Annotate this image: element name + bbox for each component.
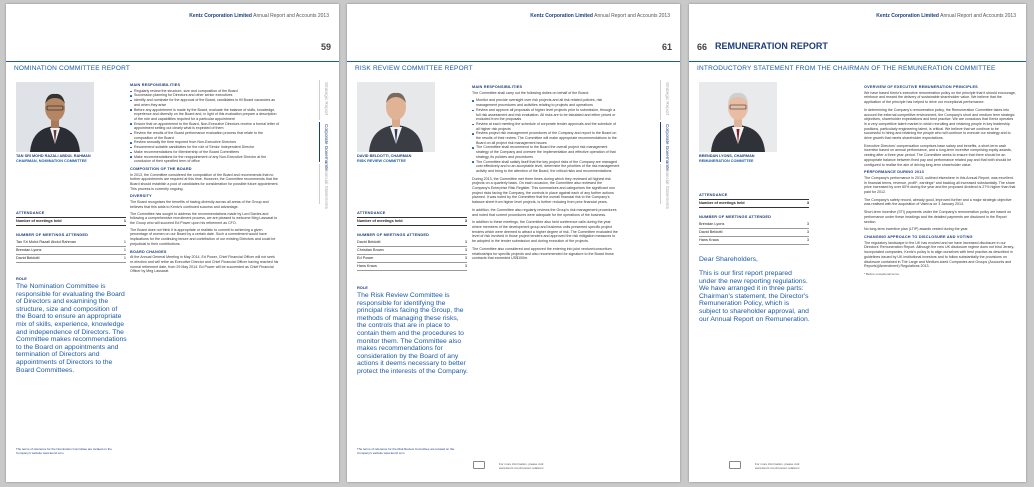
- responsibilities-list: Regularly review the structure, size and composition of the Board Succession planning for Directors and other senior executives Identify and nominate for the approval of the Board, candidates to fill Board vacancies as and when they arise Before any appointment is made by the Board, evaluate the balance of skills, knowledge, experience and diversity on the Board and, in light of this evaluation prepare a description of the role and capabilities required for a particular appointment Ensure that on appointment to the Board, Non-Executive Directors receive a formal letter of appointment setting out clearly what is expected of them Review the results of the Board performance evaluation process that relate to the composition of the Board Review annually the time required from Non-Executive Directors Recommend suitable candidates for the role of Senior Independent Director Make recommendations for Membership of the Board Committees Make recommendations for the reappointment of any Non-Executive Director at the conclusion of their specified term of office: [130, 89, 280, 164]
- page-number: 66: [697, 42, 708, 52]
- footer-note: The terms of reference for the Risk Review Committee are located on the Company's website www.kentz.com: [357, 447, 455, 455]
- photo-caption: TAN SRI MOHD RAZALI ABDUL RAHMAN CHAIRMAN, NOMINATION COMMITTEE: [16, 154, 91, 164]
- chairman-photo: [357, 82, 435, 152]
- page-header: Kentz Corporation Limited Annual Report and Accounts 2013: [189, 13, 329, 19]
- chairman-photo: [16, 82, 94, 152]
- table-row: Ed Power 3: [357, 255, 467, 263]
- table-row: Tan Sri Mohd Razali Abdul Rahman 1: [16, 239, 126, 247]
- page-header: Kentz Corporation Limited Annual Report and Accounts 2013: [876, 13, 1016, 19]
- tab-strategic-report[interactable]: Strategic Report: [660, 80, 680, 120]
- page-risk-review-committee: [347, 4, 680, 482]
- photo-caption: DAVID BELDOTTI, CHAIRMAN RISK REVIEW COMMITTEE: [357, 154, 412, 164]
- table-row: Hans Kraus 3: [357, 263, 467, 271]
- report-title: REMUNERATION REPORT: [715, 41, 828, 51]
- table-row: David Beldotti 1: [16, 255, 126, 263]
- tab-corporate-governance[interactable]: Corporate Governance: [319, 122, 339, 162]
- attendance-table: ATTENDANCE Number of meetings held 3: [699, 192, 809, 208]
- meetings-attended-table: NUMBER OF MEETINGS ATTENDED Brendan Lyons 3 David Beldotti 3 Hans Kraus 3: [699, 214, 809, 245]
- responsibilities-list: Monitor and provide oversight over risk projects and all risk related policies, risk management procedures and activities relating to projects and operations Review and approve all proposals of higher level projects prior to submission, through a full risk assessment and risk evaluation. All risks are to be tabulated and either priced or excluded from the proposals Review at each meeting the schedule of corporate tender approvals and the schedule of all higher risk projects Review project risk management procedures of the Company and report to the Board on the results of their review. The Committee will make appropriate recommendations to the Board on all project risk management issues The Committee shall recommend to the Board the overall project risk management strategy of the Company and oversee the implementation and effective operation of that strategy, its policies and procedures The Committee shall satisfy itself that the key project risks of the Company are managed cost effectively and to an acceptable level, determine the priorities of the risk management activity and bring to the attention of the Board, the critical risks and recommendations: [472, 98, 620, 173]
- section-tabs: [660, 80, 680, 209]
- table-row: David Beldotti 3: [357, 239, 467, 247]
- role-heading: ROLE: [16, 276, 27, 281]
- intro-text: This is our first report prepared under the new reporting regulations. We have arranged it in three parts: Chairman's statement, the Director's Remuneration Policy, which is subject to shareholder approval, and our Annual Report on Remuneration.: [699, 270, 810, 323]
- more-info[interactable]: For more information, please visit www.kentz.com/investor-relations: [735, 462, 815, 470]
- tab-strategic-report[interactable]: Strategic Report: [319, 80, 339, 120]
- page-number: 59: [320, 42, 331, 52]
- role-text: The Nomination Committee is responsible for evaluating the Board of Directors and examining the structure, size and composition of the Board to ensure an appropriate mix of skills, experience, knowledge and independence of Directors. The Committee makes recommendations to the Board on appointments and termination of Directors and appointments of Directors to the Board Committees.: [16, 283, 127, 374]
- monitor-icon: [473, 461, 485, 469]
- main-column: OVERVIEW OF EXECUTIVE REMUNERATION PRINCIPLES We have based Kentz's executive remuneration policy on the principle that it should encourage, reinforce and reward the delivery of sustainable shareholder value. We believe that the application of the principle has helped to drive our exceptional performance. In determining the Company's remuneration policy, the Remuneration Committee takes into account the external competitive environment, the Company's short and medium term strategic objectives, shareholder expectations and best practice. We are conscious that Kentz operates in a very competitive talent market in which recruiting and retaining people in key leadership positions, particularly engineering talent, is critical. We believe that we continue to be successful in hiring and retaining the people who will continue to execute our strategy and to drive growth that meets shareholder expectations. Executive Directors' compensation comprises base salary and benefits, a short-term cash incentive based on annual performance, and a long-term incentive comprising equity awards, vesting after a three year period. The Committee seeks to ensure that there should be an appropriate balance between fixed pay and performance related pay and that both should be configured to realise the aim of driving long-term shareholder value. PERFORMANCE DURING 2013 The Company's performance in 2013, outlined elsewhere in this Annual Report, was excellent. In financial terms, revenue, profit*, earnings* and backlog all increased substantially. The share price increased by over 60% during the year and the proposed dividend is 27% higher than that paid for 2012. The Company's safety record, already good, improved further and a major strategic objective was realised with the acquisition of Valerus on 3 January 2014. Short-term incentive (STI) payments under the Company's remuneration policy are based on performance under these headings and the detailed payments are disclosed in the Report section. No long-term incentive plan (LTIP) awards vested during the year. CHANGING APPROACH TO DISCLOSURE AND VOTING The regulatory landscape in the UK has evolved and we have increased disclosure in our Directors' Remuneration Report. Although the new UK disclosure regime does not bind Jersey-incorporated companies, Kentz's policy is to align ourselves with best practice as described in guidelines issued by UK institutional investors and to follow substantially the provisions on disclosure contained in The Large and Medium-sized Companies and Groups (Accounts and Reports)(Amendment) Regulations 2013. * Before exceptional items.: [864, 85, 1016, 276]
- monitor-icon: [729, 461, 741, 469]
- tab-financial-statements[interactable]: Financial Statements: [319, 164, 339, 204]
- main-column: MAIN RESPONSIBILITIES Regularly review the structure, size and composition of the Board Succession planning for Directors and other senior executives Identify and nominate for the approval of the Board, candidates to fill Board vacancies as and when they arise Before any appointment is made by the Board, evaluate the balance of skills, knowledge, experience and diversity on the Board and, in light of this evaluation prepare a description of the role and capabilities required for a particular appointment Ensure that on appointment to the Board, Non-Executive Directors receive a formal letter of appointment setting out clearly what is expected of them Review the results of the Board performance evaluation process that relate to the composition of the Board Review annually the time required from Non-Executive Directors Recommend suitable candidates for the role of Senior Independent Director Make recommendations for Membership of the Board Committees Make recommendations for the reappointment of any Non-Executive Director at the conclusion of their specified term of office COMPOSITION OF THE BOARD In 2013, the Committee considered the composition of the Board and recommends that no further appointments are required at this time. However, the Committee recommends that the Board should establish a pool of candidates for consideration for possible future appointment. This process is currently ongoing. DIVERSITY The Board recognises the benefits of having diversity across all areas of the Group and believes that this adds to Kentz's continued success and advantage. The Committee has sought to address the recommendations made by Lord Davies and following a comprehensive recruitment process, we are pleased to welcome Meg Lassarat to the Group who will succeed Ed Power upon his retirement as CFO. The Board does not think it is appropriate or realistic to commit to achieving a given percentage of women on our Board by a certain date. Such a commitment would have implications for the continuing tenure and contribution of our existing Directors and could be prejudicial to their contributions. BOARD CHANGES At the Annual General Meeting in May 2014, Ed Power, Chief Financial Officer will not seek re-election and will retire as Executive Director and Chief Financial Officer having reached his normal retirement date, from 29 May 2014. Ed Power will be succeeded as Chief Financial Officer by Meg Lassarat.: [130, 83, 280, 274]
- section-rule: [6, 61, 339, 62]
- section-title: INTRODUCTORY STATEMENT FROM THE CHAIRMAN OF THE REMUNERATION COMMITTEE: [697, 65, 996, 72]
- footer-note: The terms of reference for the Nomination Committee are located on the Company's website www.kentz.com: [16, 447, 112, 455]
- table-row: Brendan Lyons 1: [16, 247, 126, 255]
- section-tabs: [319, 80, 339, 209]
- section-title: RISK REVIEW COMMITTEE REPORT: [355, 65, 473, 72]
- page-header: Kentz Corporation Limited Annual Report and Accounts 2013: [530, 13, 670, 19]
- page-number: 61: [661, 42, 672, 52]
- section-rule: [689, 61, 1026, 62]
- meetings-attended-table: NUMBER OF MEETINGS ATTENDED David Beldotti 3 Christian Brown 3 Ed Power 3 Hans Kraus 3: [357, 232, 467, 271]
- salutation: Dear Shareholders,: [699, 256, 758, 263]
- section-rule: [347, 61, 680, 62]
- role-text: The Risk Review Committee is responsible for identifying the principal risks facing the Group, the methods of managing these risks, the controls that are in place to contain them and the procedures to monitor them. The Committee also makes recommendations for consideration by the Board of any actions it deems necessary to better protect the interests of the Company.: [357, 292, 468, 375]
- tab-corporate-governance[interactable]: Corporate Governance: [660, 122, 680, 162]
- table-row: Hans Kraus 3: [699, 237, 809, 245]
- attendance-table: ATTENDANCE Number of meetings held 1: [16, 210, 126, 226]
- more-info[interactable]: For more information, please visit www.kentz.com/investor-relations: [479, 462, 559, 470]
- chairman-photo: [699, 82, 777, 152]
- photo-caption: BRENDAN LYONS, CHAIRMAN REMUNERATION COMMITTEE: [699, 154, 755, 164]
- table-row: Christian Brown 3: [357, 247, 467, 255]
- meetings-attended-table: NUMBER OF MEETINGS ATTENDED Tan Sri Mohd Razali Abdul Rahman 1 Brendan Lyons 1 David Beldotti 1: [16, 232, 126, 263]
- role-heading: ROLE: [357, 285, 368, 290]
- section-title: NOMINATION COMMITTEE REPORT: [14, 65, 131, 72]
- tab-financial-statements[interactable]: Financial Statements: [660, 164, 680, 204]
- page-remuneration-report: [689, 4, 1026, 482]
- main-column: MAIN RESPONSIBILITIES The Committee shall carry out the following duties on behalf of the Board: Monitor and provide oversight over risk projects and all risk related policies, risk management procedures and activities relating to projects and operations Review and approve all proposals of higher level projects prior to submission, through a full risk assessment and risk evaluation. All risks are to be tabulated and either priced or excluded from the proposals Review at each meeting the schedule of corporate tender approvals and the schedule of all higher risk projects Review project risk management procedures of the Company and report to the Board on the results of their review. The Committee will make appropriate recommendations to the Board on all project risk management issues The Committee shall recommend to the Board the overall project risk management strategy of the Company and oversee the implementation and effective operation of that strategy, its policies and procedures The Committee shall satisfy itself that the key project risks of the Company are managed cost effectively and to an acceptable level, determine the priorities of the risk management activity and bring to the attention of the Board, the critical risks and recommendations During 2013, the Committee met three times during which they reviewed all highest risk projects on a quarterly basis. On each occasion, the Committee also reviewed the Company's Enterprise Risk Register. This summarises and categorises the significant non project risks facing the Company, the controls in place against each of any further actions planned. It was noted by the Committee that the overall financial risk to the Company's balance sheet from higher level projects, is further reducing from prior financial years. In addition, the Committee also regularly reviews the Group's risk management procedures and noted that current procedures were adequate for the operations of the business. In addition to these meetings, the Committee also held conference calls during the year where members of the development group and business units presented specific project tenders which were deemed to attract a higher degree of risk. The Committee evaluated the level of risk involved in those project tenders and approved the risk mitigation measures to be adopted in the tender submission and during execution of the projects. The Committee also considered and approved the entering into joint venture/consortium relationships for specific projects and also recommended for signature to the Board those contracts that exceeded US$100m.: [472, 85, 620, 261]
- table-row: David Beldotti 3: [699, 229, 809, 237]
- footnote: * Before exceptional items.: [864, 271, 900, 276]
- page-nomination-committee: [6, 4, 339, 482]
- table-row: Brendan Lyons 3: [699, 221, 809, 229]
- attendance-table: ATTENDANCE Number of meetings held 3: [357, 210, 467, 226]
